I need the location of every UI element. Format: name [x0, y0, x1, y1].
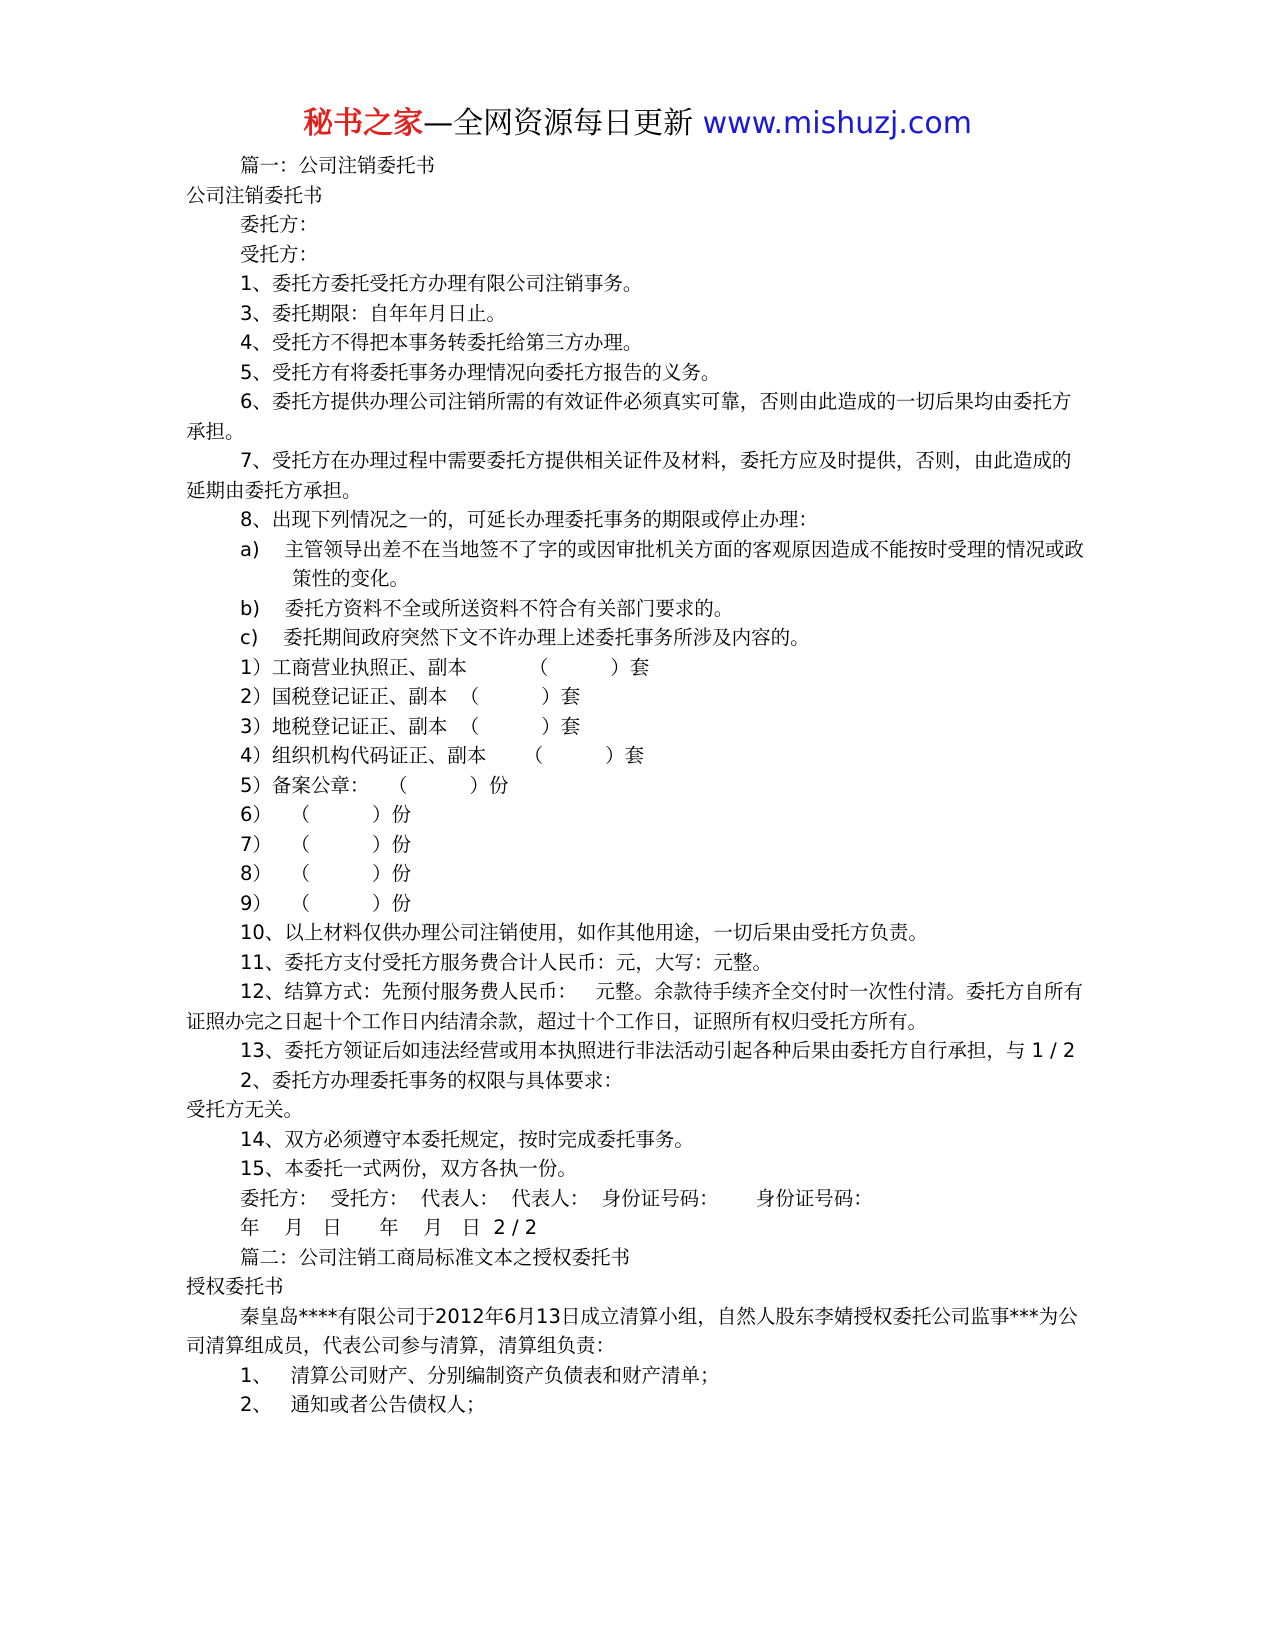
paragraph: 受托方：	[240, 242, 319, 266]
paragraph: 13、委托方领证后如违法经营或用本执照进行非法活动引起各种后果由委托方自行承担，与 1 / 2	[240, 1039, 1076, 1062]
doc-title-2: 授权委托书	[186, 1275, 284, 1298]
section-heading-2: 篇二：公司注销工商局标准文本之授权委托书	[240, 1245, 631, 1269]
signature-line: 委托方： 受托方： 代表人： 代表人： 身份证号码： 身份证号码：	[240, 1186, 873, 1210]
paragraph: 11、委托方支付受托方服务费合计人民币：元，大写：元整。	[240, 950, 772, 974]
list-item: a) 主管领导出差不在当地签不了字的或因审批机关方面的客观原因造成不能按时受理的情况或政策性的变化。	[240, 537, 1084, 590]
list-item: c) 委托期间政府突然下文不许办理上述委托事务所涉及内容的。	[240, 626, 810, 649]
material-item: 2）国税登记证正、副本 （ ）套	[240, 685, 581, 708]
material-item: 3）地税登记证正、副本 （ ）套	[240, 714, 581, 738]
paragraph: 10、以上材料仅供办理公司注销使用，如作其他用途，一切后果由受托方负责。	[240, 921, 928, 944]
list-item: 2、 通知或者公告债权人；	[240, 1393, 486, 1416]
paragraph: 2、委托方办理委托事务的权限与具体要求：	[240, 1068, 623, 1092]
site-url-link[interactable]: www.mishuzj.com	[702, 106, 972, 141]
material-item: 8） （ ）份	[240, 862, 411, 885]
header-tagline: —全网资源每日更新	[423, 106, 703, 141]
paragraph: 15、本委托一式两份，双方各执一份。	[240, 1157, 577, 1180]
material-item: 7） （ ）份	[240, 832, 411, 856]
site-header	[0, 104, 1275, 144]
paragraph: 1、委托方委托受托方办理有限公司注销事务。	[240, 272, 643, 295]
doc-title-1: 公司注销委托书	[186, 183, 323, 207]
paragraph: 委托方：	[240, 213, 319, 236]
paragraph: 4、受托方不得把本事务转委托给第三方办理。	[240, 331, 643, 354]
paragraph: 5、受托方有将委托事务办理情况向委托方报告的义务。	[240, 360, 721, 384]
section-heading-1: 篇一：公司注销委托书	[240, 154, 436, 177]
document-body	[186, 151, 1088, 1420]
date-line: 年 月 日 年 月 日 2 / 2	[240, 1216, 538, 1239]
paragraph: 3、委托期限：自年年月日止。	[240, 301, 506, 325]
material-item: 1）工商营业执照正、副本 （ ）套	[240, 655, 650, 679]
paragraph: 12、结算方式：先预付服务费人民币： 元整。余款待手续齐全交付时一次性付清。委托方自所有证照办完之日起十个工作日内结清余款，超过十个工作日，证照所有权归受托方所有。	[186, 980, 1083, 1033]
material-item: 4）组织机构代码证正、副本 （ ）套	[240, 744, 645, 767]
list-item: b) 委托方资料不全或所送资料不符合有关部门要求的。	[240, 596, 734, 620]
paragraph: 8、出现下列情况之一的，可延长办理委托事务的期限或停止办理：	[240, 508, 818, 531]
material-item: 9） （ ）份	[240, 891, 411, 915]
brand-name: 秘书之家	[303, 106, 424, 141]
paragraph: 7、受托方在办理过程中需要委托方提供相关证件及材料，委托方应及时提供，否则，由此造成的延期由委托方承担。	[186, 449, 1072, 502]
list-item: 1、 清算公司财产、分别编制资产负债表和财产清单；	[240, 1363, 720, 1387]
material-item: 6） （ ）份	[240, 803, 411, 826]
material-item: 5）备案公章： （ ）份	[240, 773, 509, 797]
paragraph: 14、双方必须遵守本委托规定，按时完成委托事务。	[240, 1127, 694, 1151]
paragraph: 秦皇岛****有限公司于2012年6月13日成立清算小组，自然人股东李婧授权委托公司监事***为公司清算组成员，代表公司参与清算，清算组负责：	[186, 1304, 1078, 1357]
paragraph: 受托方无关。	[186, 1098, 304, 1121]
paragraph: 6、委托方提供办理公司注销所需的有效证件必须真实可靠，否则由此造成的一切后果均由委托方承担。	[186, 390, 1072, 443]
